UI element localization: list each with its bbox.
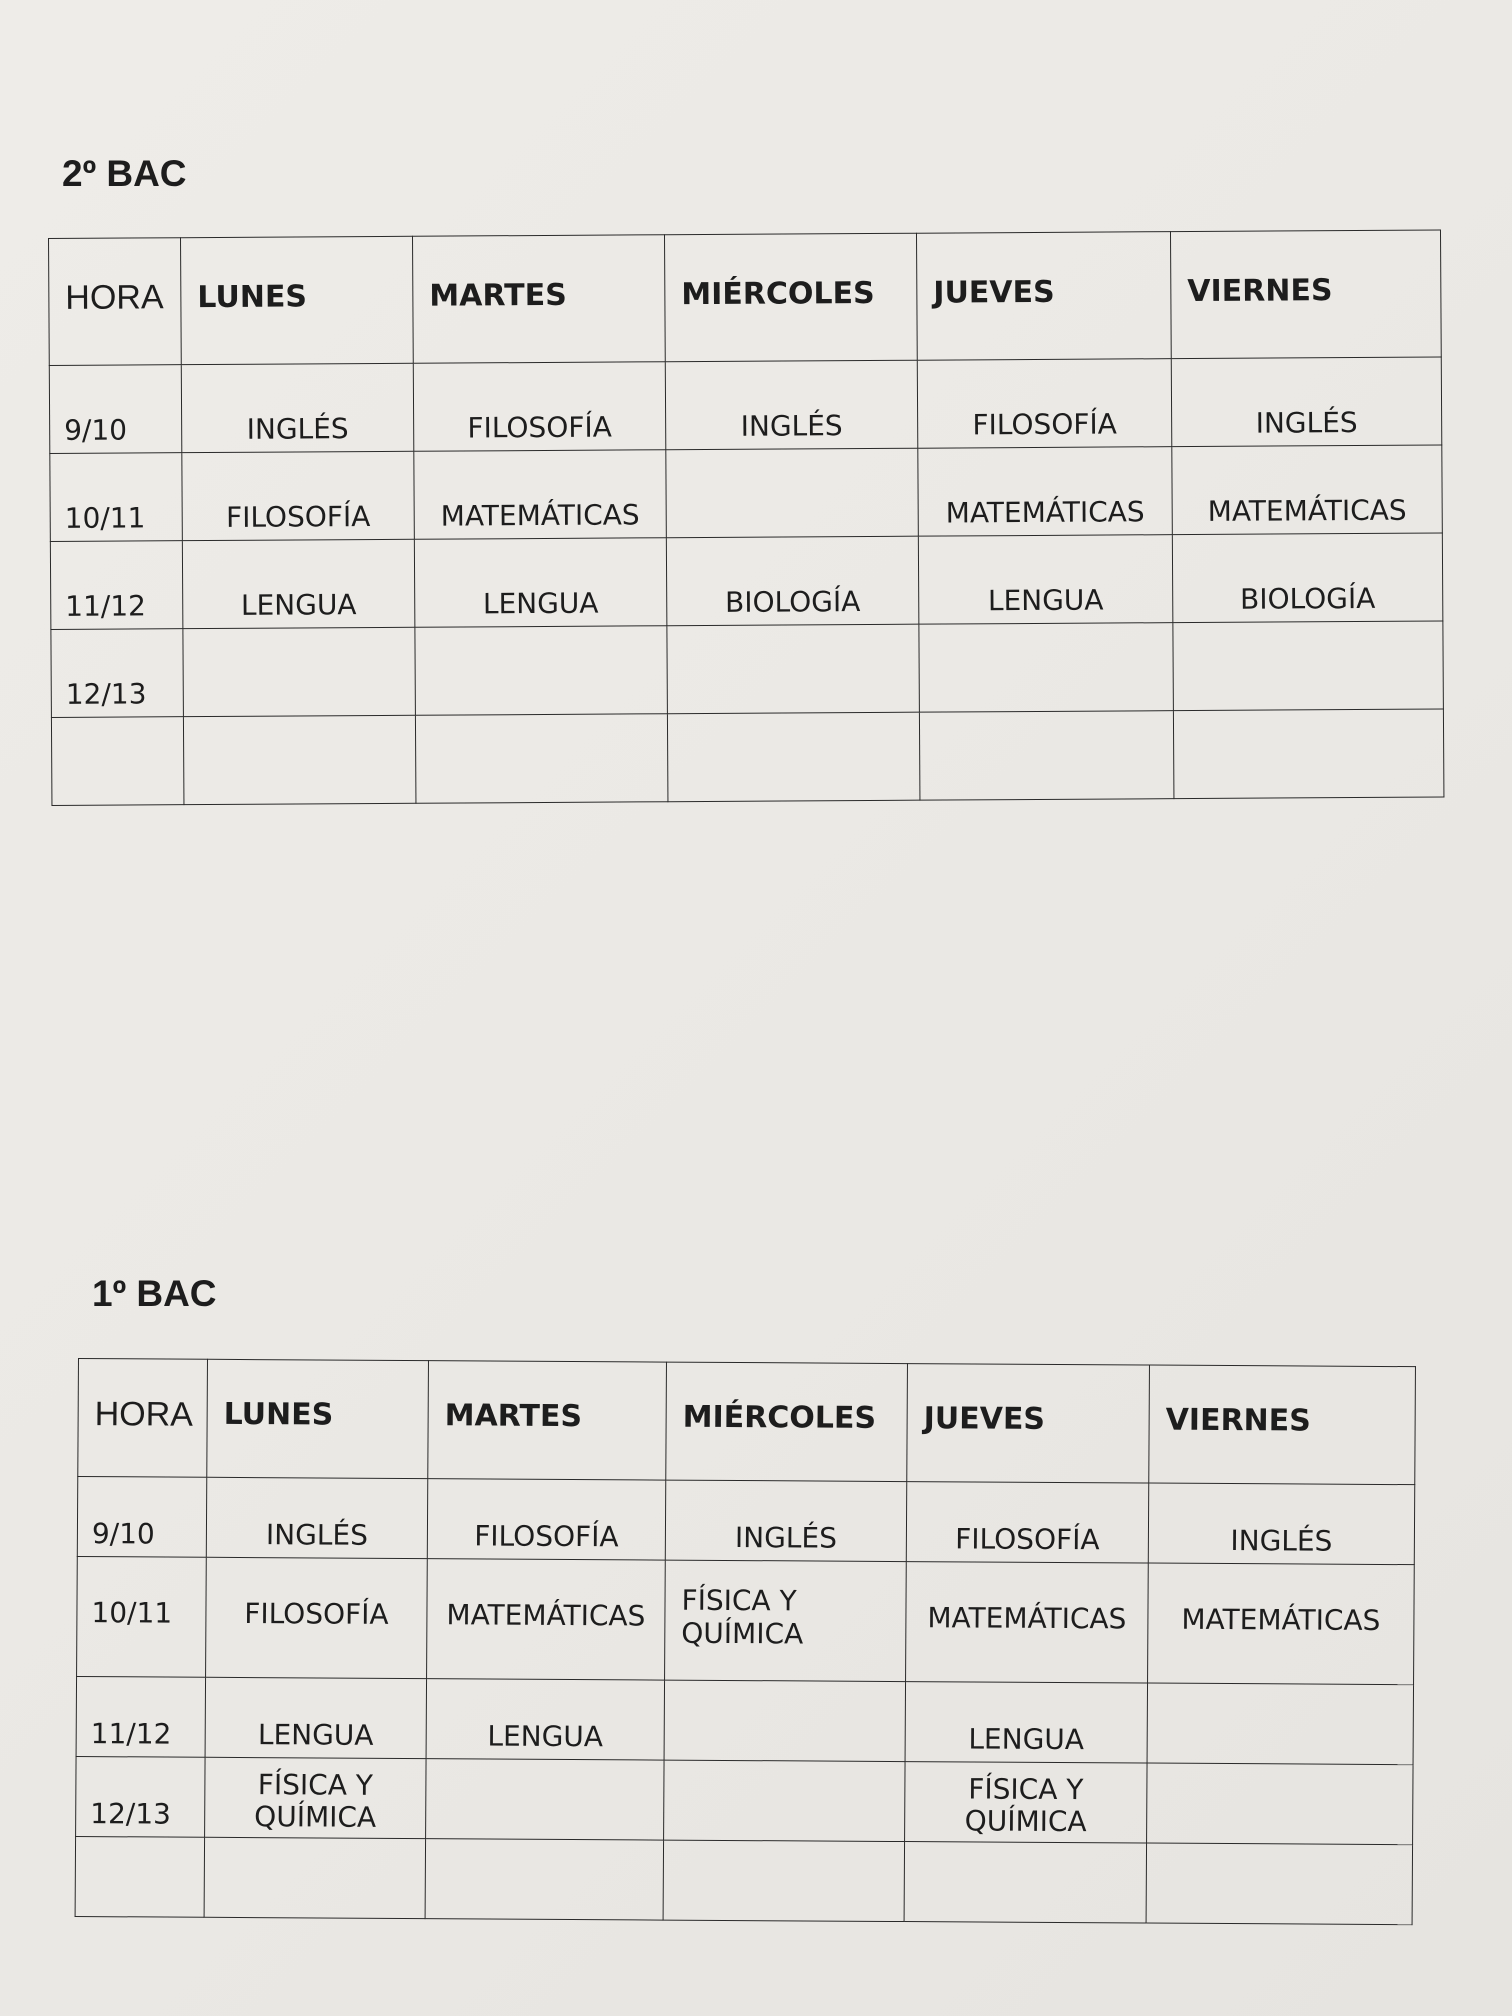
hour-cell: 12/13 <box>76 1756 205 1837</box>
subject-cell <box>919 623 1174 713</box>
subject-cell: LENGUA <box>205 1677 426 1758</box>
table-header-row <box>78 1359 1416 1485</box>
subject-cell: FÍSICA Y QUÍMICA <box>905 1762 1147 1843</box>
subject-cell: LENGUA <box>918 535 1173 625</box>
subject-cell: MATEMÁTICAS <box>1172 445 1443 535</box>
section-title-1bac: 1º BAC <box>92 1273 217 1314</box>
subject-cell <box>664 1680 905 1761</box>
table-header-row <box>49 230 1442 366</box>
schedule-table-2bac <box>48 229 1444 805</box>
subject-cell: INGLÉS <box>1171 357 1442 447</box>
header-hora: HORA <box>49 238 182 366</box>
subject-cell: FILOSOFÍA <box>413 362 666 452</box>
subject-cell <box>667 712 920 802</box>
table-row <box>75 1836 1412 1924</box>
subject-cell <box>904 1842 1146 1923</box>
header-martes: MARTES <box>412 235 665 364</box>
subject-cell <box>415 626 668 716</box>
hour-cell: 10/11 <box>77 1556 207 1677</box>
subject-cell <box>415 714 668 804</box>
hour-cell: 11/12 <box>76 1676 205 1757</box>
hour-cell <box>51 717 184 806</box>
subject-cell: FILOSOFÍA <box>917 359 1172 449</box>
header-viernes: VIERNES <box>1149 1365 1416 1485</box>
subject-cell: FILOSOFÍA <box>206 1557 428 1678</box>
table-row <box>50 533 1443 630</box>
subject-cell <box>426 1759 664 1840</box>
header-lunes: LUNES <box>181 236 414 364</box>
subject-cell: MATEMÁTICAS <box>906 1562 1149 1683</box>
hour-cell: 10/11 <box>50 453 183 542</box>
header-hora: HORA <box>78 1359 208 1478</box>
subject-cell: FILOSOFÍA <box>182 451 415 540</box>
table-row <box>49 357 1442 454</box>
table-row <box>77 1477 1414 1565</box>
subject-cell: MATEMÁTICAS <box>1148 1563 1415 1685</box>
subject-cell: INGLÉS <box>665 1480 906 1561</box>
table-row <box>77 1556 1415 1684</box>
subject-cell <box>1173 709 1444 799</box>
header-miercoles: MIÉRCOLES <box>664 233 917 362</box>
table-row <box>76 1756 1413 1844</box>
subject-cell <box>1146 1843 1412 1925</box>
subject-cell <box>666 448 919 538</box>
subject-cell: FILOSOFÍA <box>427 1479 665 1560</box>
subject-cell: LENGUA <box>182 539 415 628</box>
subject-cell <box>183 627 416 716</box>
subject-cell: MATEMÁTICAS <box>414 450 667 540</box>
subject-cell <box>919 711 1174 801</box>
hour-cell: 9/10 <box>49 365 182 454</box>
subject-cell <box>1173 621 1444 711</box>
header-jueves: JUEVES <box>907 1364 1150 1483</box>
subject-cell: MATEMÁTICAS <box>918 447 1173 537</box>
section-title-2bac: 2º BAC <box>62 153 187 194</box>
table-row <box>76 1676 1413 1764</box>
hour-cell: 12/13 <box>51 629 184 718</box>
header-viernes: VIERNES <box>1170 230 1441 359</box>
subject-cell: INGLÉS <box>206 1477 427 1558</box>
subject-cell <box>664 1760 905 1841</box>
subject-cell: INGLÉS <box>665 360 918 450</box>
hour-cell <box>75 1836 204 1917</box>
hour-cell: 11/12 <box>50 541 183 630</box>
subject-cell: BIOLOGÍA <box>1172 533 1443 623</box>
subject-cell <box>667 624 920 714</box>
subject-cell <box>183 715 416 804</box>
hour-cell: 9/10 <box>77 1477 206 1558</box>
subject-cell: INGLÉS <box>181 363 414 452</box>
table-row <box>51 709 1444 806</box>
header-jueves: JUEVES <box>916 232 1171 361</box>
header-martes: MARTES <box>428 1361 667 1480</box>
schedule-table-1bac <box>75 1358 1416 1925</box>
subject-cell <box>1147 1763 1413 1845</box>
subject-cell: LENGUA <box>905 1682 1147 1763</box>
subject-cell <box>1147 1683 1413 1765</box>
subject-cell: MATEMÁTICAS <box>427 1559 666 1680</box>
subject-cell <box>425 1839 663 1920</box>
subject-cell <box>663 1840 904 1921</box>
subject-cell: LENGUA <box>426 1679 664 1760</box>
header-miercoles: MIÉRCOLES <box>666 1362 908 1481</box>
table-row <box>51 621 1444 718</box>
subject-cell: INGLÉS <box>1148 1483 1414 1565</box>
header-lunes: LUNES <box>207 1359 429 1478</box>
subject-cell <box>204 1837 425 1918</box>
subject-cell: BIOLOGÍA <box>666 536 919 626</box>
subject-cell: LENGUA <box>414 538 667 628</box>
subject-cell: FILOSOFÍA <box>906 1482 1148 1563</box>
subject-cell: FÍSICA Y QUÍMICA <box>205 1757 426 1838</box>
subject-cell: FÍSICA Y QUÍMICA <box>665 1560 907 1681</box>
table-row <box>50 445 1443 542</box>
